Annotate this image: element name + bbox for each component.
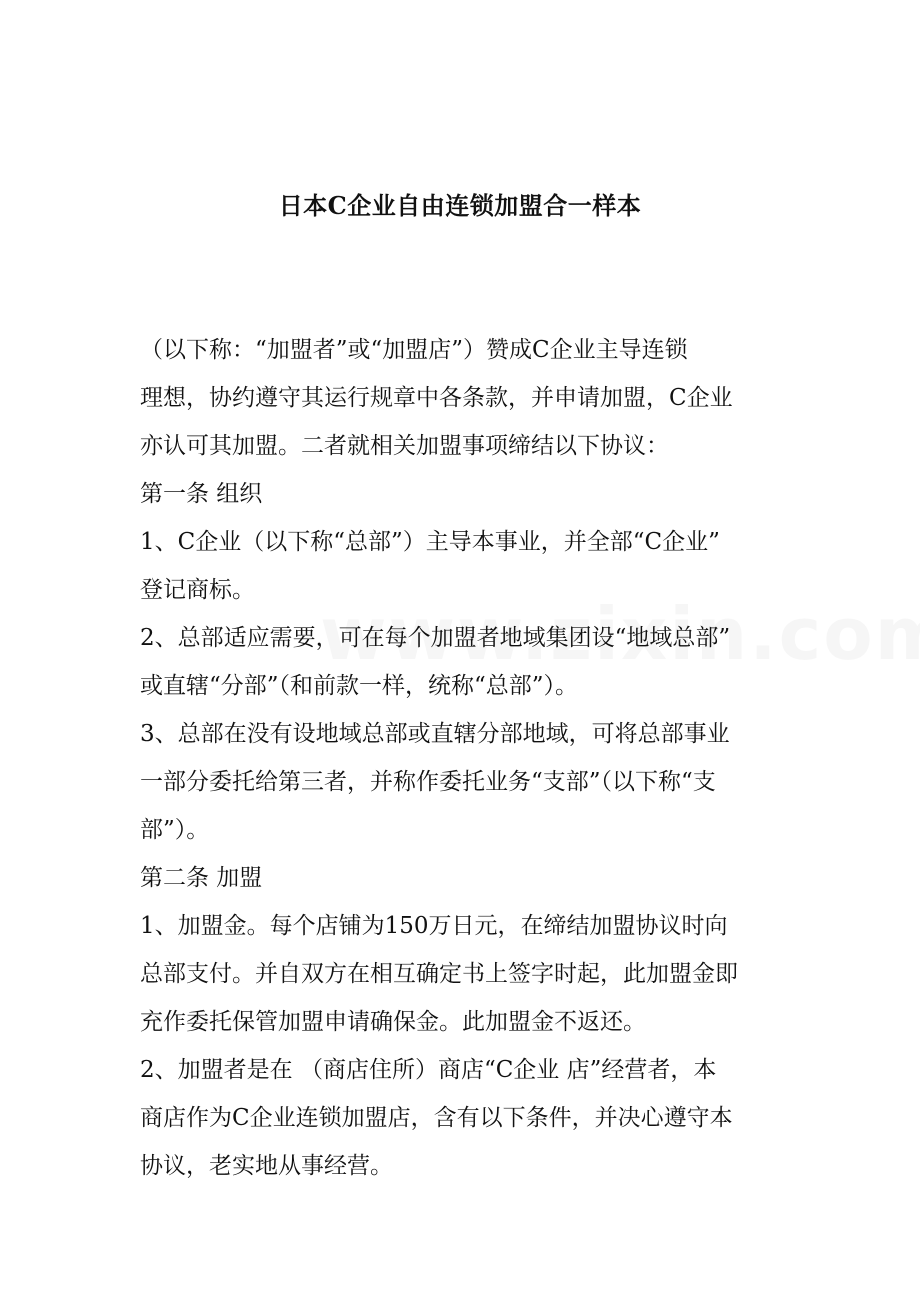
body-line: 登记商标。 (140, 577, 255, 603)
body-line: 协议，老实地从事经营。 (140, 1153, 393, 1179)
body-line: 2、加盟者是在 （商店住所）商店“C企业 店”经营者，本 (140, 1057, 717, 1083)
body-line: 一部分委托给第三者，并称作委托业务“支部”（以下称“支 (140, 769, 716, 795)
body-line: 3、总部在没有设地域总部或直辖分部地域，可将总部事业 (140, 721, 730, 747)
document-title: 日本C企业自由连锁加盟合一样本 (278, 191, 642, 220)
document-body (140, 326, 790, 1190)
body-line: 充作委托保管加盟申请确保金。此加盟金不返还。 (140, 1009, 646, 1035)
body-line: 总部支付。并自双方在相互确定书上签字时起，此加盟金即 (140, 961, 738, 987)
body-line: 亦认可其加盟。二者就相关加盟事项缔结以下协议： (140, 433, 669, 459)
body-line: 理想，协约遵守其运行规章中各条款，并申请加盟，C企业 (140, 385, 733, 411)
body-line: 1、C企业（以下称“总部”）主导本事业，并全部“C企业” (140, 529, 720, 555)
body-line: （以下称：“加盟者”或“加盟店”）赞成C企业主导连锁 (140, 337, 688, 363)
body-line: 部”）。 (140, 817, 210, 843)
section-heading-article-2: 第二条 加盟 (140, 865, 263, 891)
section-heading-article-1: 第一条 组织 (140, 481, 263, 507)
body-line: 商店作为C企业连锁加盟店，含有以下条件，并决心遵守本 (140, 1105, 733, 1131)
body-line: 或直辖“分部”（和前款一样，统称“总部”）。 (140, 673, 579, 699)
body-line: 1、加盟金。每个店铺为150万日元，在缔结加盟协议时向 (140, 913, 728, 939)
body-line: 2、总部适应需要，可在每个加盟者地域集团设“地域总部” (140, 625, 731, 651)
